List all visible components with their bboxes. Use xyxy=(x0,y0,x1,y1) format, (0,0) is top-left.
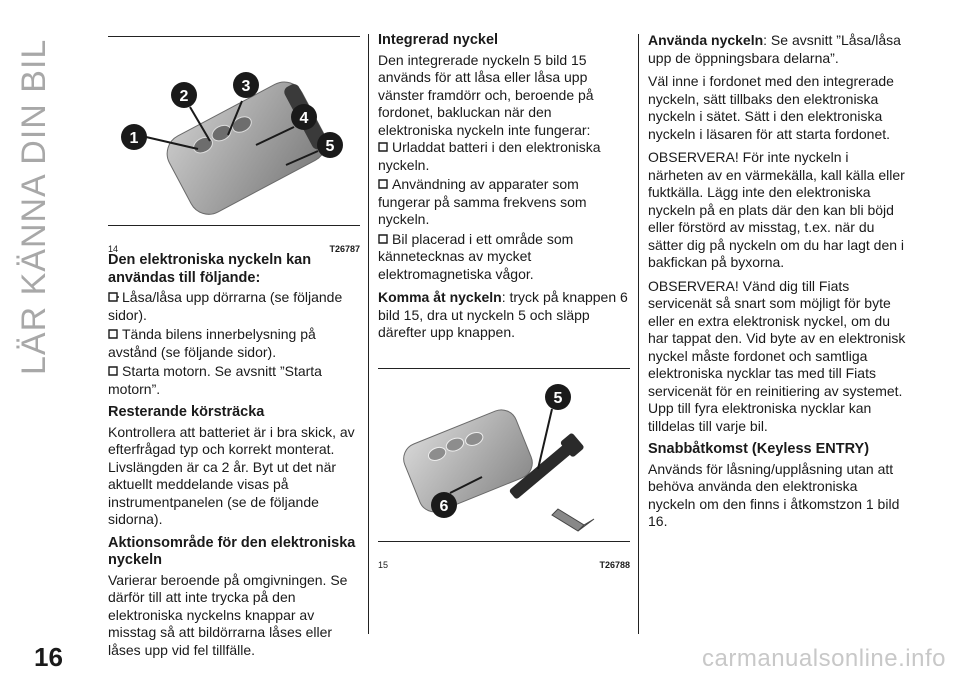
bullet-item: Starta motorn. Se avsnitt ”Starta motorn”. xyxy=(108,363,322,397)
paragraph: Kontrollera att batteriet är i bra skick, av efterfrågad typ och korrekt monterat. Livslängden är ca 2 år. Byt ut det när aktuellt meddelande visas på instrumentpanelen (se de följande sidorna). xyxy=(108,423,355,527)
figure-code: T26787 xyxy=(329,244,360,254)
column-divider xyxy=(638,34,639,634)
bullet-item: Låsa/låsa upp dörrarna (se följande sidor). xyxy=(108,289,343,323)
figure-14 xyxy=(108,36,360,254)
integrated-key-illustration xyxy=(378,369,630,539)
heading-key-uses: Den elektroniska nyckeln kan användas till följande: xyxy=(108,252,312,286)
page-number: 16 xyxy=(34,642,63,672)
bullet-item: Bil placerad i ett område som kännetecknas av mycket elektromagnetiska vågor. xyxy=(378,230,574,282)
arrow-bullet-icon xyxy=(108,290,119,302)
column-divider xyxy=(368,34,369,634)
column-3 xyxy=(648,30,906,537)
arrow-bullet-icon xyxy=(378,140,389,152)
arrow-bullet-icon xyxy=(378,232,389,244)
svg-text:5: 5 xyxy=(325,138,335,155)
heading-integrated-key: Integrerad nyckel xyxy=(378,32,499,48)
svg-text:5: 5 xyxy=(553,389,563,407)
svg-text:2: 2 xyxy=(179,88,189,105)
callout-1 xyxy=(121,124,147,150)
bullet-item: Urladdat batteri i den elektroniska nyckeln. xyxy=(378,139,601,173)
paragraph: Används för låsning/upplåsning utan att behöva använda den elektroniska nyckeln om den finns i åtkomstzon 1 bild 16. xyxy=(648,460,900,529)
heading-keyless-entry: Snabbåtkomst (Keyless ENTRY) xyxy=(648,441,870,457)
column-2 xyxy=(378,30,630,570)
arrow-bullet-icon xyxy=(108,364,119,376)
callout-3 xyxy=(233,72,259,98)
callout-5 xyxy=(545,384,571,410)
svg-text:1: 1 xyxy=(129,130,139,147)
arrow-bullet-icon xyxy=(108,327,119,339)
callout-5 xyxy=(317,132,343,158)
paragraph-warning: OBSERVERA! Vänd dig till Fiats servicenät så snart som möjligt för byte eller en extra elektronisk nyckel, om du har tappat den. Vid byte av en elektronisk nyckel måste fordonet och samtliga elektroniska nycklar tas med till Fiats servicenät för en reinitiering av systemet. Upp till fyra elektroniska nycklar kan tilldelas till varje bil. xyxy=(648,277,906,434)
electronic-key-illustration xyxy=(108,37,360,223)
paragraph: Den integrerade nyckeln 5 bild 15 används för att låsa eller låsa upp vänster framdörr och, beroende på fordonet, bakluckan när den elektroniska nyckeln inte fungerar: xyxy=(378,51,594,138)
heading-remaining-range: Resterande körsträcka xyxy=(108,404,265,420)
paragraph-warning: OBSERVERA! För inte nyckeln i närheten av en värmekälla, kall källa eller fuktkälla. Lägg inte den elektroniska nyckeln på en plats där den kan bli böjd eller förstörd av misstag, t.ex. när du sätter dig på nyckeln om du har lagt den i bakfickan på byxorna. xyxy=(648,149,905,270)
callout-2 xyxy=(171,82,197,108)
svg-text:4: 4 xyxy=(299,110,309,127)
callout-4 xyxy=(291,104,317,130)
heading-key-range: Aktionsområde för den elektroniska nyckeln xyxy=(108,534,356,568)
svg-text:3: 3 xyxy=(241,78,251,95)
bullet-item: Användning av apparater som fungerar på samma frekvens som nyckeln. xyxy=(378,176,587,227)
column-1 xyxy=(108,30,360,665)
bullet-item: Tända bilens innerbelysning på avstånd (se följande sidor). xyxy=(108,326,316,360)
callout-6 xyxy=(431,492,457,518)
figure-15 xyxy=(378,368,630,570)
paragraph: Komma åt nyckeln: tryck på knappen 6 bild 15, dra ut nyckeln 5 och släpp därefter upp knappen. xyxy=(378,289,628,340)
figure-code: T26788 xyxy=(599,559,630,570)
figure-number: 14 xyxy=(108,244,119,254)
figure-number: 15 xyxy=(378,559,389,570)
paragraph: Varierar beroende på omgivningen. Se därför till att inte trycka på den elektroniska nyckelns knappar av misstag så att bildörrarna låses eller låses upp vid fel tillfälle. xyxy=(108,571,348,658)
watermark: carmanualsonline.info xyxy=(702,645,946,672)
side-title: LÄR KÄNNA DIN BIL xyxy=(15,38,53,375)
arrow-bullet-icon xyxy=(378,177,389,189)
paragraph: Använda nyckeln: Se avsnitt ”Låsa/låsa upp de öppningsbara delarna”. xyxy=(648,32,901,66)
svg-text:6: 6 xyxy=(439,497,449,515)
paragraph: Väl inne i fordonet med den integrerade nyckeln, sätt tillbaks den elektroniska nyckeln i sätet. Sätt i den elektroniska nyckeln i läsaren för att starta fordonet. xyxy=(648,73,894,142)
